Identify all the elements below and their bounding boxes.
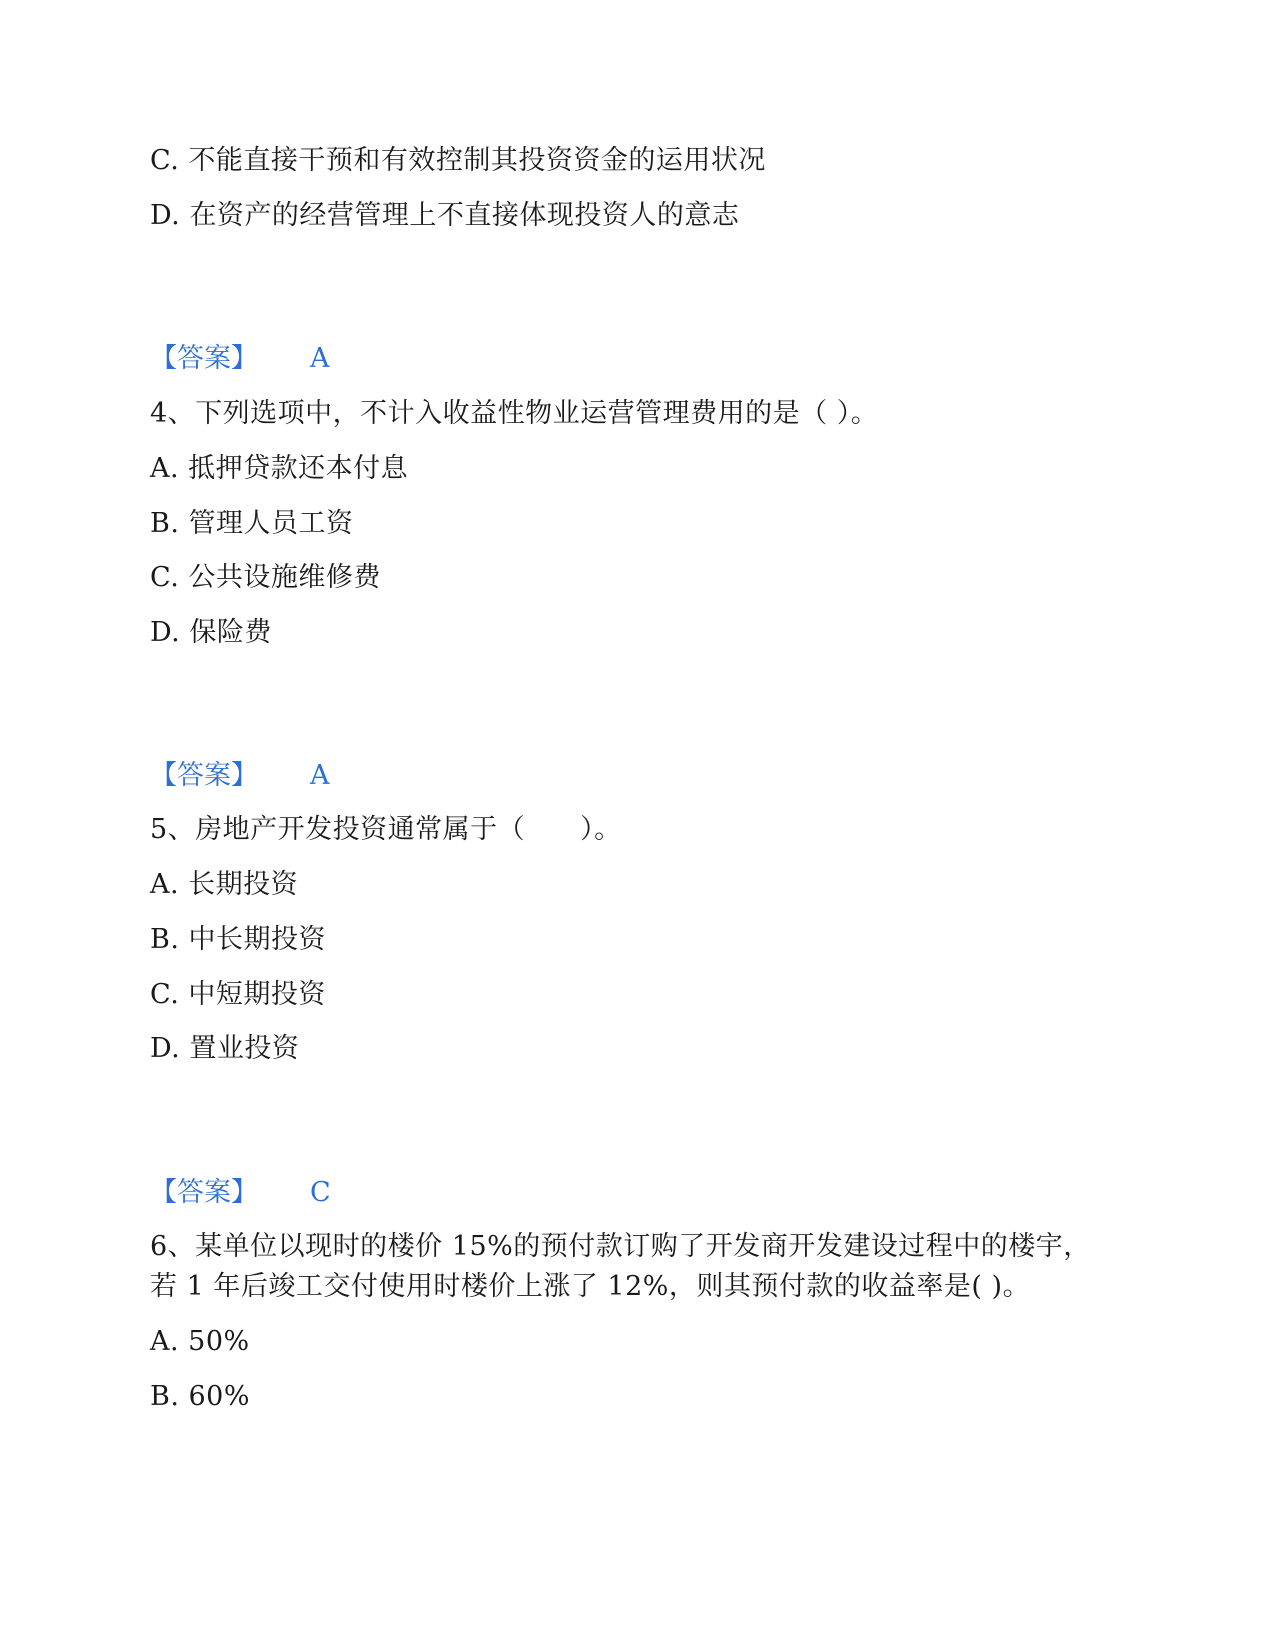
document-page [150, 0, 1150, 1650]
q5-option-c: C. 中短期投资 [150, 979, 326, 1010]
answer-value: C [310, 1177, 331, 1208]
q6-stem-line2: 若 1 年后竣工交付使用时楼价上涨了 12%，则其预付款的收益率是( )。 [150, 1271, 1031, 1302]
q4-option-d: D. 保险费 [150, 617, 272, 648]
q5-option-d: D. 置业投资 [150, 1033, 300, 1064]
q4-option-a: A. 抵押贷款还本付息 [150, 453, 409, 484]
q5-option-b: B. 中长期投资 [150, 924, 327, 955]
q5-stem: 5、房地产开发投资通常属于（ ）。 [150, 814, 622, 845]
q6-stem-line1: 6、某单位以现时的楼价 15%的预付款订购了开发商开发建设过程中的楼宇， [150, 1231, 1091, 1262]
q3-answer [150, 341, 330, 377]
answer-label: 【答案】 [150, 760, 258, 791]
q6-option-a: A. 50% [150, 1326, 250, 1357]
answer-label: 【答案】 [150, 343, 258, 374]
q5-answer [150, 1175, 331, 1211]
answer-value: A [310, 343, 330, 374]
q3-option-c: C. 不能直接干预和有效控制其投资资金的运用状况 [150, 145, 766, 176]
q5-option-a: A. 长期投资 [150, 869, 299, 900]
q3-option-d: D. 在资产的经营管理上不直接体现投资人的意志 [150, 200, 740, 231]
answer-value: A [310, 760, 330, 791]
answer-label: 【答案】 [150, 1177, 258, 1208]
q4-option-c: C. 公共设施维修费 [150, 562, 381, 593]
q6-option-b: B. 60% [150, 1381, 251, 1412]
q4-option-b: B. 管理人员工资 [150, 508, 354, 539]
q4-stem: 4、下列选项中，不计入收益性物业运营管理费用的是（ ）。 [150, 398, 879, 429]
q4-answer [150, 758, 330, 794]
